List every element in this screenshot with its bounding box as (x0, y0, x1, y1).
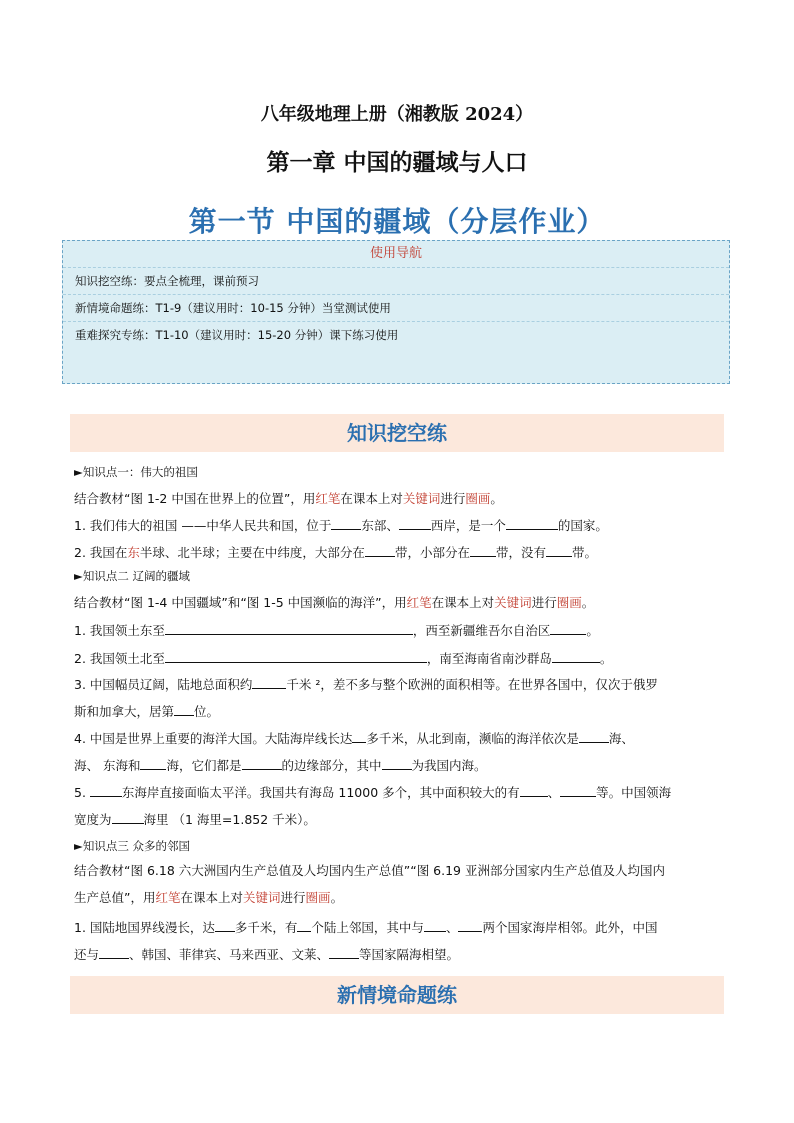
answer-blank[interactable] (520, 785, 548, 797)
intro-text: 进行 (280, 890, 306, 905)
red-pen-text: 红笔 (155, 890, 181, 905)
kp3-heading: ►知识点三 众多的邻国 (74, 839, 190, 853)
kp2-question-3 (74, 671, 726, 725)
question-text: 多千米，有 (234, 920, 298, 935)
intro-text: 结合教材“图 6.18 六大洲国内生产总值及人均国内生产总值”“图 6.19 亚洲部分国家内生产总值及人均国内 (74, 863, 665, 878)
question-text: 、韩国、菲律宾、马来西亚、文莱、 (129, 947, 330, 962)
question-text: 。 (599, 651, 613, 666)
question-text: 的国家。 (557, 518, 608, 533)
kp1-intro (74, 489, 726, 507)
question-text: 。 (586, 623, 599, 638)
keyword-text: 关键词 (402, 491, 441, 506)
question-text: 1. 我们伟大的祖国 ——中华人民共和国，位于 (74, 518, 332, 533)
question-text: 千米 ²，差不多与整个欧洲的面积相等。在世界各国中，仅次于俄罗 (286, 677, 658, 692)
usage-navigation-box (62, 240, 730, 384)
question-text: 海、 东海和 (74, 758, 141, 773)
question-text: 带，小部分在 (394, 545, 470, 560)
answer-blank[interactable] (90, 785, 122, 797)
question-text: 海、 (608, 731, 634, 746)
answer-blank[interactable] (112, 812, 144, 824)
question-text: 位。 (194, 704, 220, 719)
answer-blank[interactable] (215, 920, 235, 932)
new-context-band-title: 新情境命题练 (70, 976, 724, 1014)
nav-line-new-context: 新情境命题练：T1-9（建议用时：10-15 分钟）当堂测试使用 (63, 294, 729, 321)
kp1-question-2 (74, 543, 726, 561)
answer-blank[interactable] (365, 545, 395, 557)
intro-text: 在课本上对 (431, 595, 495, 610)
answer-blank[interactable] (458, 920, 482, 932)
answer-blank[interactable] (174, 704, 194, 716)
nav-line-knowledge: 知识挖空练：要点全梳理，课前预习 (63, 267, 729, 294)
answer-blank[interactable] (560, 785, 596, 797)
intro-text: 进行 (531, 595, 557, 610)
intro-text: 在课本上对 (180, 890, 244, 905)
kp1-question-1 (74, 516, 726, 534)
answer-blank[interactable] (140, 758, 166, 770)
question-text: ，西至新疆维吾尔自治区 (412, 623, 551, 638)
answer-blank[interactable] (579, 731, 609, 743)
question-text: 西岸，是一个 (430, 518, 506, 533)
question-text: 5. (74, 785, 90, 800)
question-text: 等国家隔海相望。 (359, 947, 460, 962)
kp2-question-2 (74, 649, 726, 667)
answer-blank[interactable] (165, 623, 413, 635)
kp2-question-1 (74, 621, 726, 639)
keyword-text: 关键词 (243, 890, 281, 905)
question-text: 2. 我国领土北至 (74, 651, 165, 666)
knowledge-band-title: 知识挖空练 (70, 414, 724, 452)
question-text: 海里 （1 海里=1.852 千米）。 (143, 812, 316, 827)
answer-blank[interactable] (252, 677, 286, 689)
question-text: 1. 国陆地国界线漫长，达 (74, 920, 215, 935)
question-text: 4. 中国是世界上重要的海洋大国。大陆海岸线长达 (74, 731, 353, 746)
question-text: 、 (547, 785, 561, 800)
kp2-question-5 (74, 779, 726, 833)
question-text: 还与 (74, 947, 100, 962)
kp2-heading: ►知识点二 辽阔的疆域 (74, 569, 190, 583)
answer-blank[interactable] (331, 518, 361, 530)
circle-text: 圈画 (465, 491, 491, 506)
kp2-question-4 (74, 725, 726, 779)
east-text: 东 (127, 545, 140, 560)
answer-blank[interactable] (550, 623, 586, 635)
question-text: 带，没有 (495, 545, 546, 560)
answer-blank[interactable] (297, 920, 311, 932)
red-pen-text: 红笔 (406, 595, 432, 610)
chapter-title: 第一章 中国的疆域与人口 (266, 150, 528, 176)
intro-text: 生产总值”，用 (74, 890, 156, 905)
question-text: 斯和加拿大，居第 (74, 704, 175, 719)
question-text: 东部、 (361, 518, 399, 533)
intro-text: 进行 (440, 491, 466, 506)
intro-text: 结合教材“图 1-4 中国疆域”和“图 1-5 中国濒临的海洋”，用 (74, 595, 407, 610)
question-text: 东海岸直接面临太平洋。我国共有海岛 11000 多个，其中面积较大的有 (121, 785, 520, 800)
question-text: 两个国家海岸相邻。此外，中国 (482, 920, 658, 935)
question-text: 带。 (571, 545, 597, 560)
intro-text: 。 (490, 491, 503, 506)
question-text: 个陆上邻国，其中与 (311, 920, 424, 935)
answer-blank[interactable] (399, 518, 431, 530)
intro-text: 。 (581, 595, 595, 610)
intro-text: 。 (330, 890, 344, 905)
red-pen-text: 红笔 (315, 491, 341, 506)
kp3-question-1 (74, 914, 726, 968)
answer-blank[interactable] (242, 758, 282, 770)
question-text: 3. 中国幅员辽阔，陆地总面积约 (74, 677, 253, 692)
kp3-intro (74, 857, 726, 911)
circle-text: 圈画 (305, 890, 331, 905)
question-text: 、 (445, 920, 459, 935)
answer-blank[interactable] (382, 758, 412, 770)
circle-text: 圈画 (556, 595, 582, 610)
answer-blank[interactable] (470, 545, 496, 557)
question-text: 半球、北半球；主要在中纬度，大部分在 (139, 545, 365, 560)
answer-blank[interactable] (329, 947, 359, 959)
intro-text: 在课本上对 (340, 491, 403, 506)
question-text: 2. 我国在 (74, 545, 128, 560)
answer-blank[interactable] (552, 651, 600, 663)
answer-blank[interactable] (546, 545, 572, 557)
answer-blank[interactable] (352, 731, 366, 743)
question-text: 宽度为 (74, 812, 112, 827)
kp2-intro (74, 593, 726, 611)
nav-title: 使用导航 (369, 246, 422, 261)
answer-blank[interactable] (165, 651, 427, 663)
question-text: 海，它们都是 (166, 758, 242, 773)
question-text: 1. 我国领土东至 (74, 623, 165, 638)
keyword-text: 关键词 (494, 595, 532, 610)
question-text: 的边缘部分，其中 (281, 758, 382, 773)
question-text: 为我国内海。 (411, 758, 487, 773)
question-text: ，南至海南省南沙群岛 (426, 651, 552, 666)
answer-blank[interactable] (424, 920, 446, 932)
nav-line-challenge: 重难探究专练：T1-10（建议用时：15-20 分钟）课下练习使用 (63, 321, 729, 348)
document-top-title: 八年级地理上册（湘教版 2024） (260, 104, 534, 125)
kp1-heading: ►知识点一：伟大的祖国 (74, 465, 198, 479)
answer-blank[interactable] (99, 947, 129, 959)
answer-blank[interactable] (506, 518, 558, 530)
section-title: 第一节 中国的疆域（分层作业） (188, 205, 606, 238)
question-text: 多千米，从北到南，濒临的海洋依次是 (366, 731, 579, 746)
intro-text: 结合教材“图 1-2 中国在世界上的位置”，用 (74, 491, 316, 506)
question-text: 等。中国领海 (596, 785, 672, 800)
